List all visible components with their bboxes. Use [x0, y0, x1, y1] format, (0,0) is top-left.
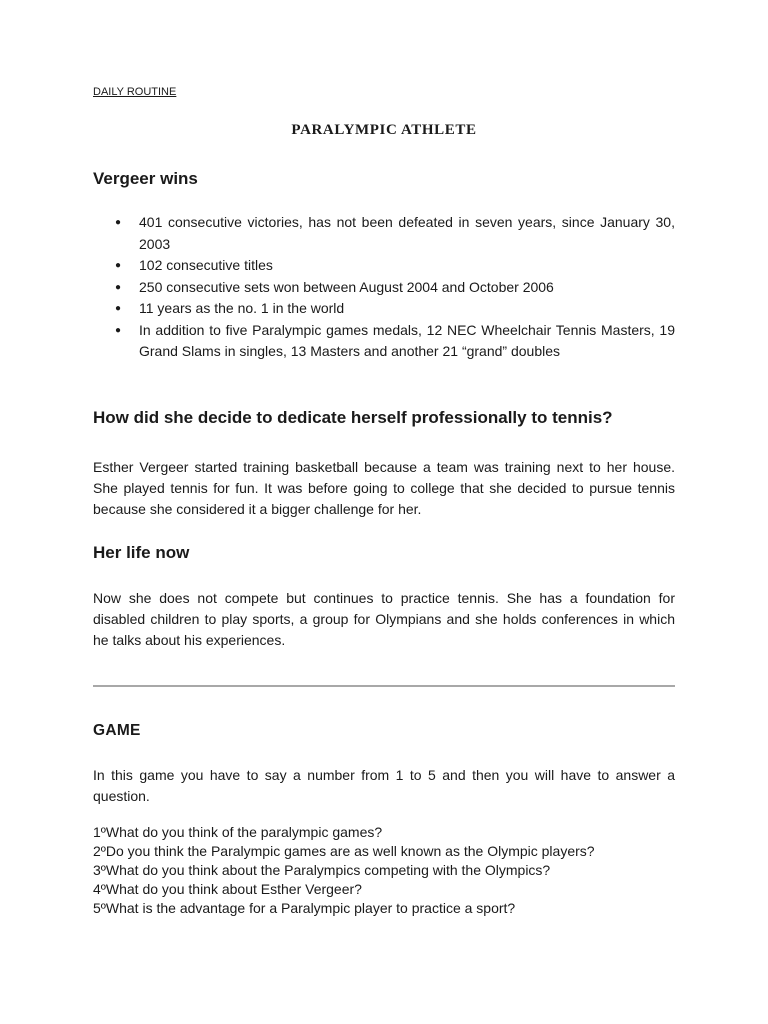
vergeer-wins-heading: Vergeer wins	[93, 169, 198, 188]
question-item: 4ºWhat do you think about Esther Vergeer?	[93, 881, 362, 897]
bullet-icon: ●	[115, 324, 122, 336]
bullet-icon: ●	[115, 303, 122, 314]
list-item	[93, 212, 675, 255]
list-item-text: 102 consecutive titles	[139, 257, 273, 273]
game-intro: In this game you have to say a number from 1 to 5 and then you will have to answer a question.	[93, 767, 675, 804]
achievements-list	[93, 212, 675, 363]
game-heading: GAME	[93, 722, 141, 739]
list-item-text: 401 consecutive victories, has not been defeated in seven years, since January 30, 2003	[139, 214, 675, 252]
list-item	[93, 320, 675, 363]
bullet-icon: ●	[115, 260, 122, 271]
question-item: 1ºWhat do you think of the paralympic games?	[93, 824, 383, 840]
list-item-text: 11 years as the no. 1 in the world	[139, 300, 345, 316]
section-divider	[93, 685, 675, 687]
decide-heading: How did she decide to dedicate herself professionally to tennis?	[93, 408, 613, 427]
life-now-heading: Her life now	[93, 543, 190, 562]
bullet-icon: ●	[115, 281, 122, 293]
life-now-paragraph: Now she does not compete but continues to practice tennis. She has a foundation for disabled children to play sports, a group for Olympians and she holds conferences in which he talks about his experiences.	[93, 590, 675, 648]
list-item-text: In addition to five Paralympic games medals, 12 NEC Wheelchair Tennis Masters, 19 Grand Slams in singles, 13 Masters and another 21 “grand” doubles	[139, 321, 675, 359]
question-item: 5ºWhat is the advantage for a Paralympic player to practice a sport?	[93, 900, 516, 916]
daily-routine-label: DAILY ROUTINE	[93, 86, 177, 98]
document-title: PARALYMPIC ATHLETE	[291, 122, 477, 138]
list-item	[93, 298, 675, 320]
list-item	[93, 255, 675, 277]
question-list	[93, 823, 595, 918]
decide-paragraph: Esther Vergeer started training basketball because a team was training next to her house. She played tennis for fun. It was before going to college that she decided to pursue tennis because she considered it a bigger challenge for her.	[93, 459, 675, 517]
question-item: 3ºWhat do you think about the Paralympics competing with the Olympics?	[93, 862, 551, 878]
bullet-icon: ●	[115, 217, 122, 228]
question-item: 2ºDo you think the Paralympic games are as well known as the Olympic players?	[93, 843, 595, 859]
list-item-text: 250 consecutive sets won between August 2004 and October 2006	[139, 278, 554, 295]
list-item	[93, 277, 675, 299]
